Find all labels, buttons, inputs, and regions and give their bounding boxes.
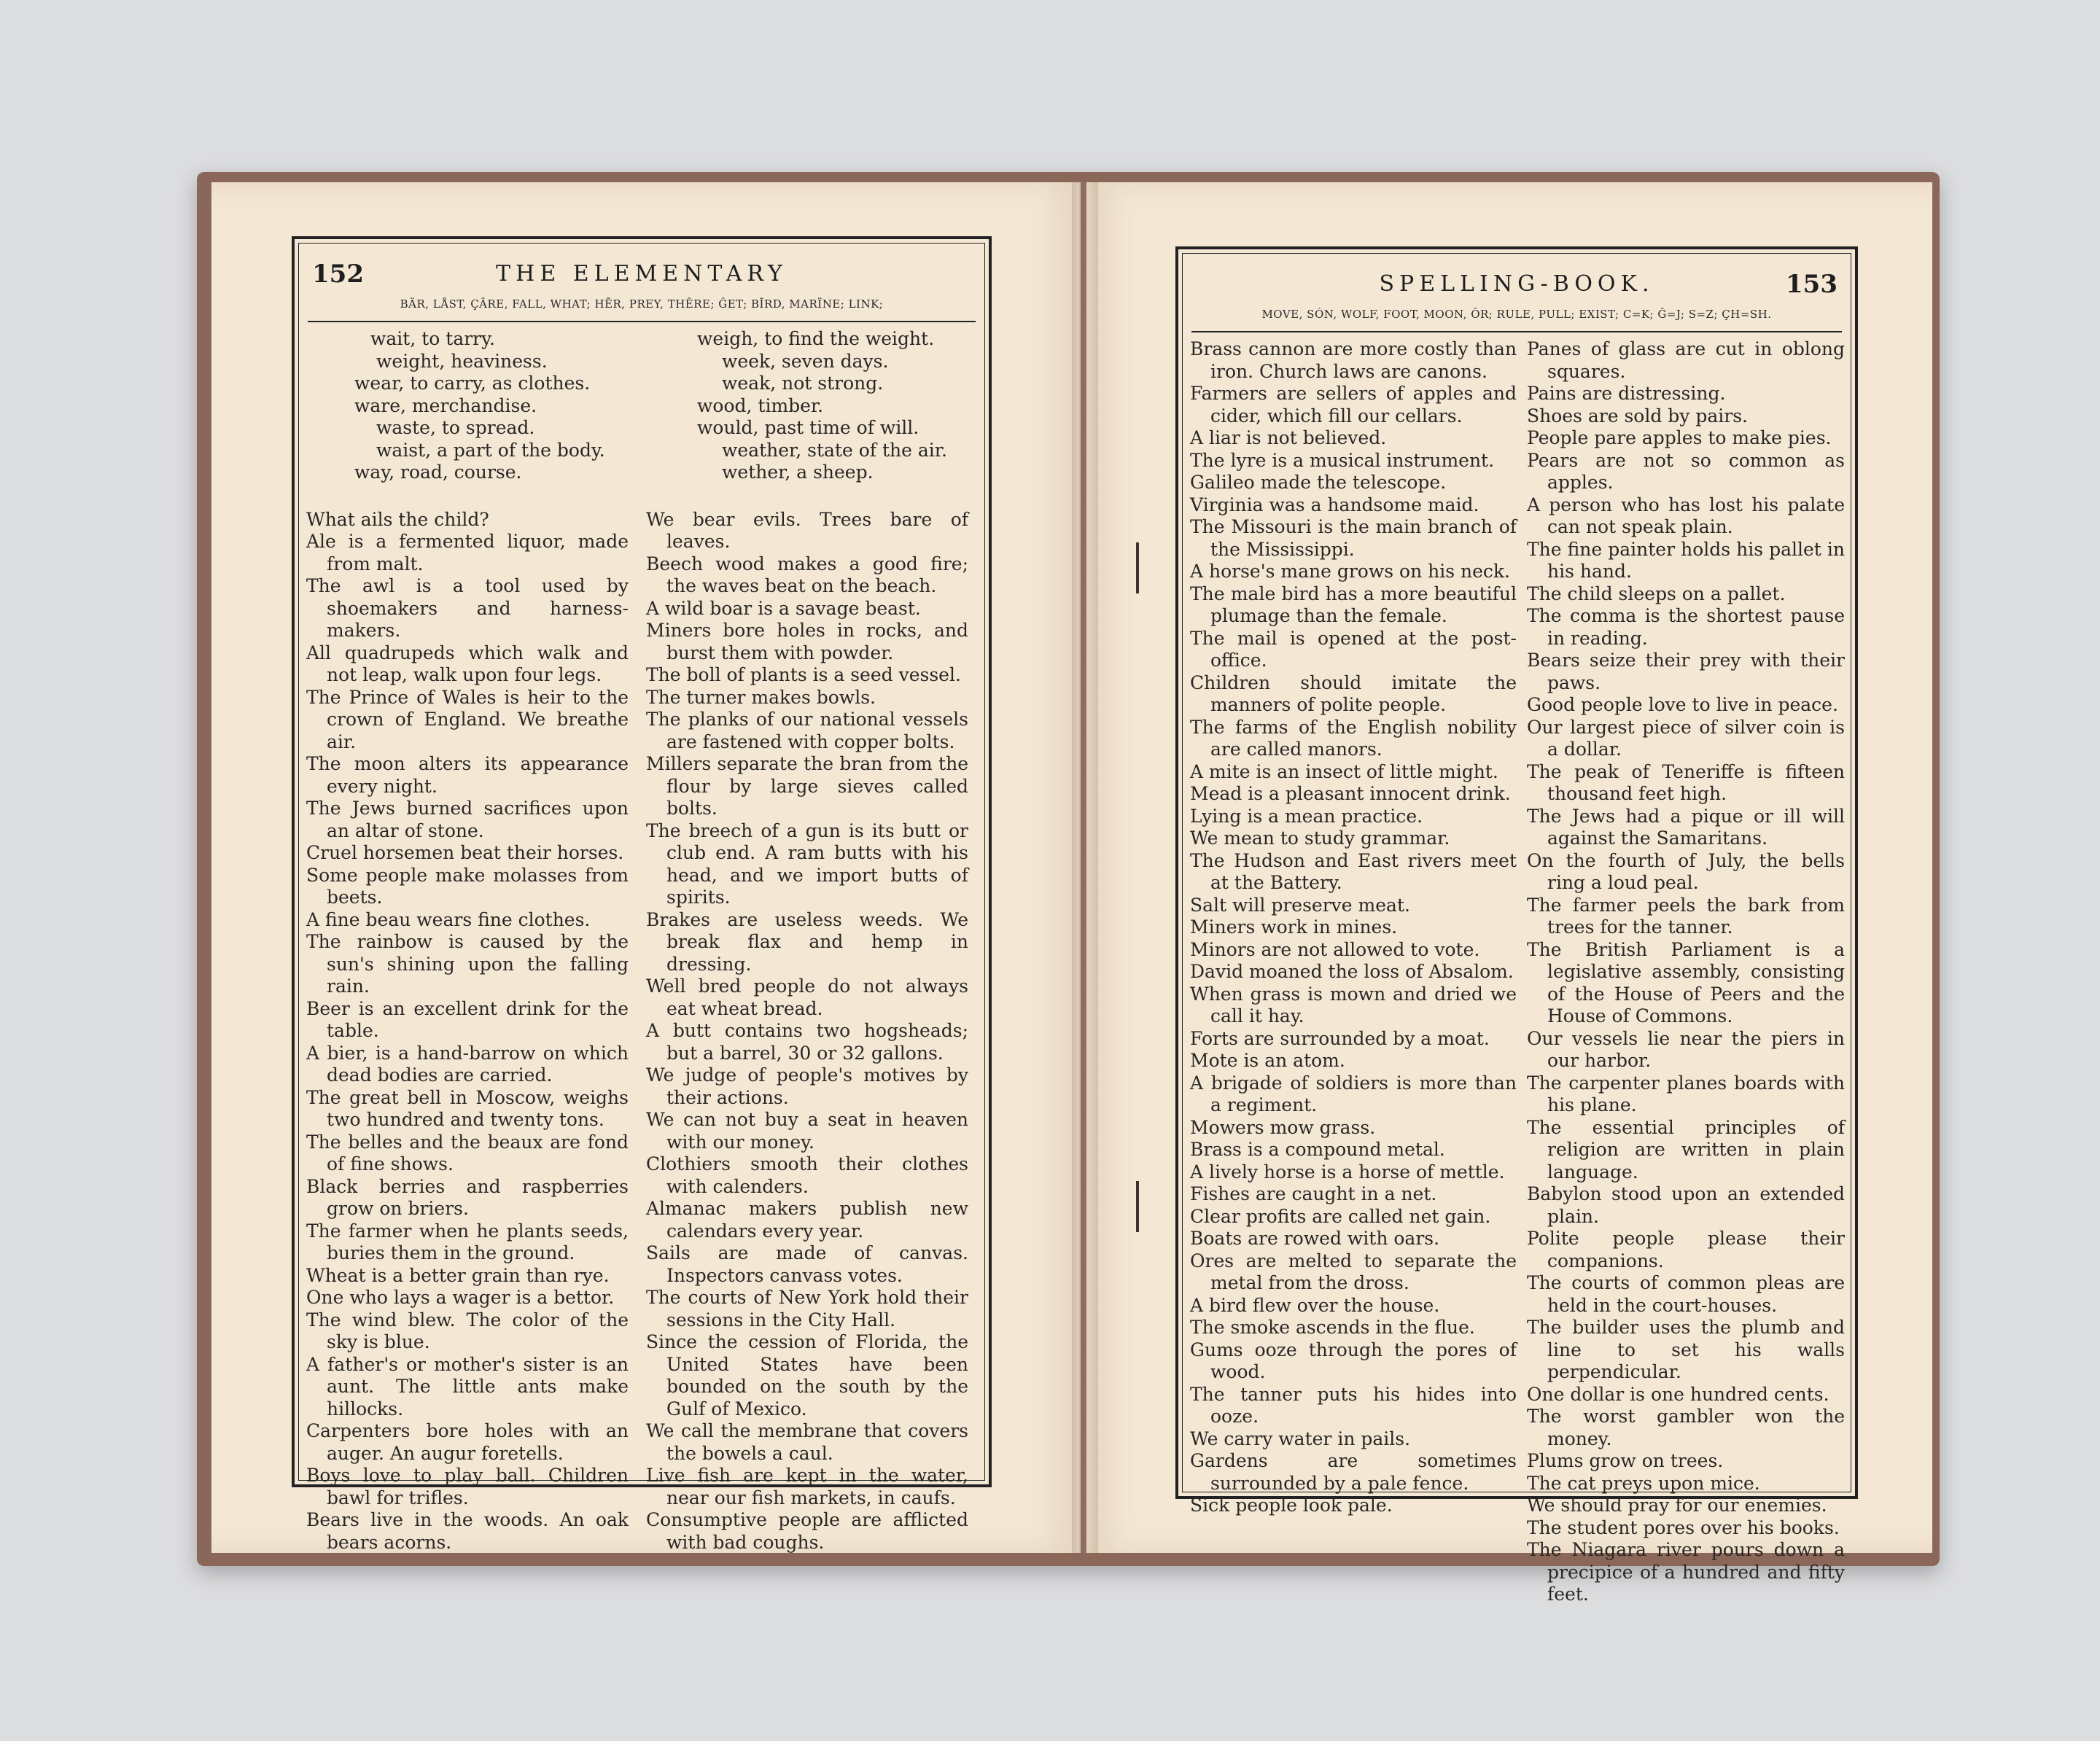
word-definition: wear, to carry, as clothes. xyxy=(354,373,591,394)
example-sentence: Farmers are sellers of apples and cider, which fill our cellars. xyxy=(1190,383,1517,427)
example-sentence: The rainbow is caused by the sun's shining upon the falling rain. xyxy=(306,931,629,997)
example-sentence: Beer is an excellent drink for the table. xyxy=(306,997,629,1041)
example-sentence: We call the membrane that covers the bowels a caul. xyxy=(646,1420,968,1464)
page-number: 152 xyxy=(312,260,364,289)
example-sentence: The lyre is a musical instrument. xyxy=(1190,449,1495,471)
example-sentence: Clothiers smooth their clothes with calenders. xyxy=(646,1153,968,1197)
example-sentence: We carry water in pails. xyxy=(1190,1428,1411,1449)
example-sentence: The great bell in Moscow, weighs two hundred and twenty tons. xyxy=(306,1086,629,1130)
example-sentence: People pare apples to make pies. xyxy=(1527,427,1832,448)
example-sentence: Some people make molasses from beets. xyxy=(306,864,629,908)
example-sentence: Shoes are sold by pairs. xyxy=(1527,405,1748,427)
example-sentence: Live fish are kept in the water, near our fish markets, in caufs. xyxy=(646,1465,968,1508)
example-sentence: Well bred people do not always eat wheat bread. xyxy=(646,975,968,1019)
example-sentence: The peak of Teneriffe is fifteen thousand feet high. xyxy=(1527,760,1845,804)
example-sentence: The Jews burned sacrifices upon an altar of stone. xyxy=(306,798,629,841)
example-sentence: Gums ooze through the pores of wood. xyxy=(1190,1339,1517,1382)
example-sentence: The Prince of Wales is heir to the crown of England. We breathe air. xyxy=(306,686,629,752)
word-definition: weak, not strong. xyxy=(722,373,884,394)
example-sentence: Clear profits are called net gain. xyxy=(1190,1205,1491,1227)
example-sentence: Bears seize their prey with their paws. xyxy=(1527,650,1845,693)
example-sentence: The male bird has a more beautiful plumage than the female. xyxy=(1190,583,1517,626)
word-definition: ware, merchandise. xyxy=(354,394,537,416)
pronunciation-key: MOVE, SÓN, WOLF, FOOT, MOON, ÔR; RULE, PULL; EXIST; C=K; Ĝ=J; S=Z; ÇH=SH. xyxy=(1191,308,1842,332)
page-number: 153 xyxy=(1786,270,1838,299)
example-sentence: Wheat is a better grain than rye. xyxy=(306,1264,610,1286)
example-sentence: A liar is not believed. xyxy=(1190,427,1387,448)
word-definition: would, past time of will. xyxy=(697,417,919,438)
example-sentence: The essential principles of religion are written in plain language. xyxy=(1527,1116,1845,1183)
example-sentence: One who lays a wager is a bettor. xyxy=(306,1287,615,1308)
example-sentence: Salt will preserve meat. xyxy=(1190,894,1410,916)
example-sentence: The comma is the shortest pause in reading. xyxy=(1527,605,1845,649)
example-sentence: The farmer when he plants seeds, buries them in the ground. xyxy=(306,1220,629,1263)
sentence-list xyxy=(1190,338,1517,1517)
example-sentence: Mowers mow grass. xyxy=(1190,1116,1376,1138)
example-sentence: The tanner puts his hides into ooze. xyxy=(1190,1383,1517,1427)
example-sentence: Forts are surrounded by a moat. xyxy=(1190,1027,1490,1049)
example-sentence: A butt contains two hogsheads; but a barrel, 30 or 32 gallons. xyxy=(646,1020,968,1064)
example-sentence: Miners bore holes in rocks, and burst them with powder. xyxy=(646,620,968,663)
example-sentence: The mail is opened at the post-office. xyxy=(1190,627,1517,671)
example-sentence: Plums grow on trees. xyxy=(1527,1450,1724,1471)
example-sentence: Ores are melted to separate the metal from the dross. xyxy=(1190,1250,1517,1293)
example-sentence: Boys love to play ball. Children bawl for trifles. xyxy=(306,1465,629,1508)
example-sentence: The British Parliament is a legislative assembly, consisting of the House of Peers and the House of Commons. xyxy=(1527,938,1845,1027)
example-sentence: Our largest piece of silver coin is a dollar. xyxy=(1527,716,1845,760)
example-sentence: The builder uses the plumb and line to set his walls perpendicular. xyxy=(1527,1317,1845,1382)
example-sentence: We judge of people's motives by their actions. xyxy=(646,1064,968,1108)
right-page-column-2 xyxy=(1527,338,1845,1606)
left-page-header xyxy=(308,252,976,293)
example-sentence: A horse's mane grows on his neck. xyxy=(1190,561,1510,582)
example-sentence: Black berries and raspberries grow on briers. xyxy=(306,1175,629,1219)
right-page-frame xyxy=(1175,246,1858,1605)
example-sentence: Almanac makers publish new calendars every year. xyxy=(646,1198,968,1242)
word-definition: wether, a sheep. xyxy=(722,461,874,483)
example-sentence: The turner makes bowls. xyxy=(646,686,876,708)
example-sentence: The planks of our national vessels are fastened with copper bolts. xyxy=(646,709,968,752)
word-definition-list xyxy=(646,328,968,484)
example-sentence: Panes of glass are cut in oblong squares. xyxy=(1527,338,1845,382)
book-gutter xyxy=(1072,182,1098,1553)
example-sentence: Beech wood makes a good fire; the waves beat on the beach. xyxy=(646,553,968,596)
left-page-frame xyxy=(292,236,992,1553)
example-sentence: A brigade of soldiers is more than a regiment. xyxy=(1190,1072,1517,1115)
example-sentence: The Jews had a pique or ill will against the Samaritans. xyxy=(1527,805,1845,849)
example-sentence: A bier, is a hand-barrow on which dead bodies are carried. xyxy=(306,1042,629,1086)
example-sentence: The fine painter holds his pallet in his hand. xyxy=(1527,538,1845,582)
example-sentence: A person who has lost his palate can not speak plain. xyxy=(1527,494,1845,537)
example-sentence: The student pores over his books. xyxy=(1527,1516,1840,1538)
example-sentence: Boats are rowed with oars. xyxy=(1190,1228,1440,1249)
example-sentence: Pains are distressing. xyxy=(1527,383,1726,404)
binding-stitch xyxy=(1136,542,1139,593)
word-definition: way, road, course. xyxy=(354,461,522,483)
example-sentence: A bird flew over the house. xyxy=(1190,1294,1440,1316)
right-page-column-1 xyxy=(1190,338,1517,1517)
example-sentence: Brass cannon are more costly than iron. Church laws are canons. xyxy=(1190,338,1517,382)
example-sentence: Brakes are useless weeds. We break flax and hemp in dressing. xyxy=(646,908,968,975)
example-sentence: Fishes are caught in a net. xyxy=(1190,1183,1437,1204)
example-sentence: The Niagara river pours down a precipice of a hundred and fifty feet. xyxy=(1527,1539,1845,1605)
word-definition: weather, state of the air. xyxy=(722,439,947,461)
example-sentence: Mead is a pleasant innocent drink. xyxy=(1190,783,1511,804)
word-definition: wait, to tarry. xyxy=(370,328,495,349)
example-sentence: Galileo made the telescope. xyxy=(1190,472,1447,493)
example-sentence: The courts of common pleas are held in the court-houses. xyxy=(1527,1272,1845,1316)
example-sentence: We can not buy a seat in heaven with our money. xyxy=(646,1109,968,1153)
example-sentence: Virginia was a handsome maid. xyxy=(1190,494,1479,515)
example-sentence: Our vessels lie near the piers in our harbor. xyxy=(1527,1027,1845,1071)
example-sentence: The cat preys upon mice. xyxy=(1527,1472,1760,1494)
example-sentence: Since the cession of Florida, the United States have been bounded on the south by the Gulf of Mexico. xyxy=(646,1331,968,1419)
example-sentence: One dollar is one hundred cents. xyxy=(1527,1383,1829,1405)
example-sentence: Sails are made of canvas. Inspectors canvass votes. xyxy=(646,1242,968,1286)
example-sentence: Mote is an atom. xyxy=(1190,1050,1345,1071)
example-sentence: We mean to study grammar. xyxy=(1190,827,1450,849)
example-sentence: The smoke ascends in the flue. xyxy=(1190,1317,1475,1338)
example-sentence: Babylon stood upon an extended plain. xyxy=(1527,1183,1845,1227)
running-title: THE ELEMENTARY xyxy=(496,261,788,287)
left-page-column-2 xyxy=(646,328,968,1554)
word-definition: wood, timber. xyxy=(697,394,824,416)
example-sentence: The belles and the beaux are fond of fine shows. xyxy=(306,1131,629,1175)
sentence-list xyxy=(1527,338,1845,1606)
example-sentence: The child sleeps on a pallet. xyxy=(1527,583,1786,604)
example-sentence: Bears live in the woods. An oak bears acorns. xyxy=(306,1509,629,1553)
example-sentence: Cruel horsemen beat their horses. xyxy=(306,842,624,863)
example-sentence: The carpenter planes boards with his plane. xyxy=(1527,1072,1845,1115)
pronunciation-key: BÄR, LÅST, ÇÂRE, FALL, WHAT; HĒR, PREY, THÊRE; ĜET; BĬRD, MARÏNE; LINK; xyxy=(308,297,976,322)
word-definition: weight, heaviness. xyxy=(376,350,548,372)
example-sentence: The farmer peels the bark from trees for the tanner. xyxy=(1527,894,1845,938)
running-title: SPELLING-BOOK. xyxy=(1379,271,1654,297)
example-sentence: Ale is a fermented liquor, made from malt. xyxy=(306,531,629,575)
example-sentence: Polite people please their companions. xyxy=(1527,1228,1845,1271)
example-sentence: A wild boar is a savage beast. xyxy=(646,597,921,619)
example-sentence: The awl is a tool used by shoemakers and harness-makers. xyxy=(306,575,629,641)
sentence-list xyxy=(646,509,968,1554)
example-sentence: The boll of plants is a seed vessel. xyxy=(646,664,961,685)
example-sentence: On the fourth of July, the bells ring a loud peal. xyxy=(1527,849,1845,893)
example-sentence: The farms of the English nobility are called manors. xyxy=(1190,716,1517,760)
example-sentence: All quadrupeds which walk and not leap, walk upon four legs. xyxy=(306,642,629,685)
example-sentence: Sick people look pale. xyxy=(1190,1495,1393,1516)
example-sentence: A lively horse is a horse of mettle. xyxy=(1190,1161,1505,1183)
example-sentence: A father's or mother's sister is an aunt. The little ants make hillocks. xyxy=(306,1353,629,1419)
right-page-header xyxy=(1191,262,1842,303)
example-sentence: Carpenters bore holes with an auger. An augur foretells. xyxy=(306,1420,629,1464)
word-definition: waist, a part of the body. xyxy=(376,439,605,461)
example-sentence: The breech of a gun is its butt or club end. A ram butts with his head, and we import butts of spirits. xyxy=(646,819,968,908)
word-definition-list xyxy=(306,328,629,484)
example-sentence: The worst gambler won the money. xyxy=(1527,1406,1845,1449)
example-sentence: Children should imitate the manners of polite people. xyxy=(1190,671,1517,715)
example-sentence: David moaned the loss of Absalom. xyxy=(1190,961,1514,982)
word-definition: week, seven days. xyxy=(722,350,889,372)
word-definition: weigh, to find the weight. xyxy=(697,328,935,349)
example-sentence: Lying is a mean practice. xyxy=(1190,805,1423,827)
binding-stitch xyxy=(1136,1181,1139,1232)
example-sentence: Minors are not allowed to vote. xyxy=(1190,938,1480,960)
example-sentence: The moon alters its appearance every night. xyxy=(306,753,629,797)
example-sentence: A fine beau wears fine clothes. xyxy=(306,908,591,930)
sentence-list xyxy=(306,509,629,1554)
example-sentence: Consumptive people are afflicted with bad coughs. xyxy=(646,1509,968,1553)
example-sentence: Gardens are sometimes surrounded by a pale fence. xyxy=(1190,1450,1517,1494)
example-sentence: The Missouri is the main branch of the Mississippi. xyxy=(1190,516,1517,560)
example-sentence: Millers separate the bran from the flour by large sieves called bolts. xyxy=(646,753,968,819)
example-sentence: We should pray for our enemies. xyxy=(1527,1495,1827,1516)
left-page-column-1 xyxy=(306,328,629,1554)
example-sentence: The Hudson and East rivers meet at the Battery. xyxy=(1190,849,1517,893)
example-sentence: Good people love to live in peace. xyxy=(1527,694,1838,715)
example-sentence: Miners work in mines. xyxy=(1190,916,1398,938)
example-sentence: When grass is mown and dried we call it hay. xyxy=(1190,983,1517,1027)
example-sentence: The courts of New York hold their sessions in the City Hall. xyxy=(646,1287,968,1331)
example-sentence: The wind blew. The color of the sky is blue. xyxy=(306,1309,629,1352)
example-sentence: A mite is an insect of little might. xyxy=(1190,760,1498,782)
example-sentence: We bear evils. Trees bare of leaves. xyxy=(646,508,968,552)
example-sentence: Brass is a compound metal. xyxy=(1190,1139,1445,1160)
example-sentence: What ails the child? xyxy=(306,508,489,530)
word-definition: waste, to spread. xyxy=(376,417,535,438)
example-sentence: Pears are not so common as apples. xyxy=(1527,449,1845,493)
